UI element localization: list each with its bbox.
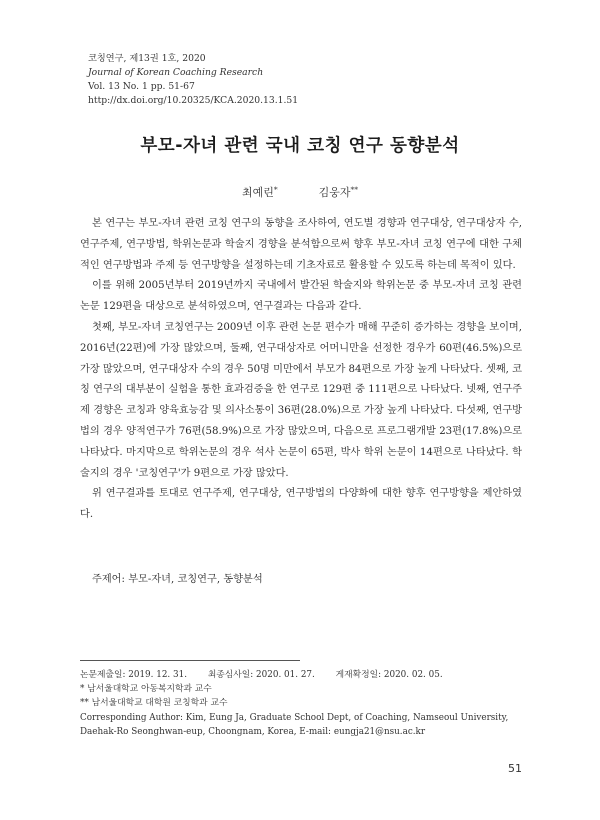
paper-title: 부모-자녀 관련 국내 코칭 연구 동향분석	[140, 136, 460, 156]
footnotes	[80, 668, 540, 739]
journal-english: Journal of Korean Coaching Research	[88, 67, 264, 78]
author-mark: *	[273, 185, 278, 194]
author-mark: **	[350, 185, 359, 194]
abstract-paragraph: 위 연구결과를 토대로 연구주제, 연구대상, 연구방법의 다양화에 대한 향후 연구방향을 제안하였다.	[80, 488, 522, 521]
page-number: 51	[508, 762, 522, 775]
author-name: 김웅자	[318, 186, 351, 199]
abstract-paragraph: 이를 위해 2005년부터 2019년까지 국내에서 발간된 학술지와 학위논문 중 부모-자녀 코칭 관련 논문 129편을 대상으로 분석하였으며, 연구결과는 다음과 같다.	[80, 280, 522, 313]
author-name: 최예린	[241, 186, 274, 199]
abstract-paragraph: 본 연구는 부모-자녀 관련 코칭 연구의 동향을 조사하여, 연도별 경향과 연구대상, 연구대상자 수, 연구주제, 연구방법, 학위논문과 학술지 경향을 분석함으로써 향후 부모-자녀 코칭 연구에 대한 구체적인 연구방법과 주제 등 연구방향을 설정하는데 기초자료로 활용할 수 있도록 하는데 목적이 있다.	[80, 218, 522, 271]
doi-link[interactable]: http://dx.doi.org/10.20325/KCA.2020.13.1.51	[88, 95, 299, 106]
journal-header	[88, 52, 298, 108]
submission-dates	[80, 668, 540, 682]
abstract-paragraph: 첫째, 부모-자녀 코칭연구는 2009년 이후 관련 논문 편수가 매해 꾸준히 증가하는 경향을 보이며, 2016년(22편)에 가장 많았으며, 둘째, 연구대상자로 어머니만을 선정한 경우가 60편(46.5%)으로 가장 많았으며, 연구대상자 수의 경우 50명 미만에서 부모가 84편으로 가장 높게 나타났다. 셋째, 코칭 연구의 대부분이 실험을 통한 효과검증을 한 연구로 129편 중 111편으로 나타났다. 넷째, 연구주제 경향은 코칭과 양육효능감 및 의사소통이 36편(28.0%)으로 가장 높게 나타났다. 다섯째, 연구방법의 경우 양적연구가 76편(58.9%)으로 가장 많았으며, 다음으로 프로그램개발 23편(17.8%)으로 나타났다. 마지막으로 학위논문의 경우 석사 논문이 65편, 박사 학위 논문이 14편으로 나타났다. 학술지의 경우 '코칭연구'가 9편으로 가장 많았다.	[80, 321, 522, 479]
footnote-divider	[80, 660, 300, 661]
affiliation: * 남서울대학교 아동복지학과 교수	[80, 684, 212, 695]
abstract	[80, 214, 522, 526]
journal-korean: 코칭연구, 제13권 1호, 2020	[88, 53, 206, 64]
submission-date: 논문제출일: 2019. 12. 31.	[80, 670, 188, 680]
review-date: 최종심사일: 2020. 01. 27.	[207, 670, 315, 680]
keywords: 주제어: 부모-자녀, 코칭연구, 동향분석	[92, 574, 263, 585]
volume-info: Vol. 13 No. 1 pp. 51-67	[88, 81, 195, 92]
affiliation: ** 남서울대학교 대학원 코칭학과 교수	[80, 698, 228, 709]
acceptance-date: 게재확정일: 2020. 02. 05.	[335, 670, 443, 680]
corresponding-author: Corresponding Author: Kim, Eung Ja, Graduate School Dept, of Coaching, Namseoul University, Daehak-Ro Seonghwan-eup, Choongnam, Korea, E-mail: eungja21@nsu.ac.kr	[80, 712, 509, 737]
author-list	[0, 184, 600, 200]
